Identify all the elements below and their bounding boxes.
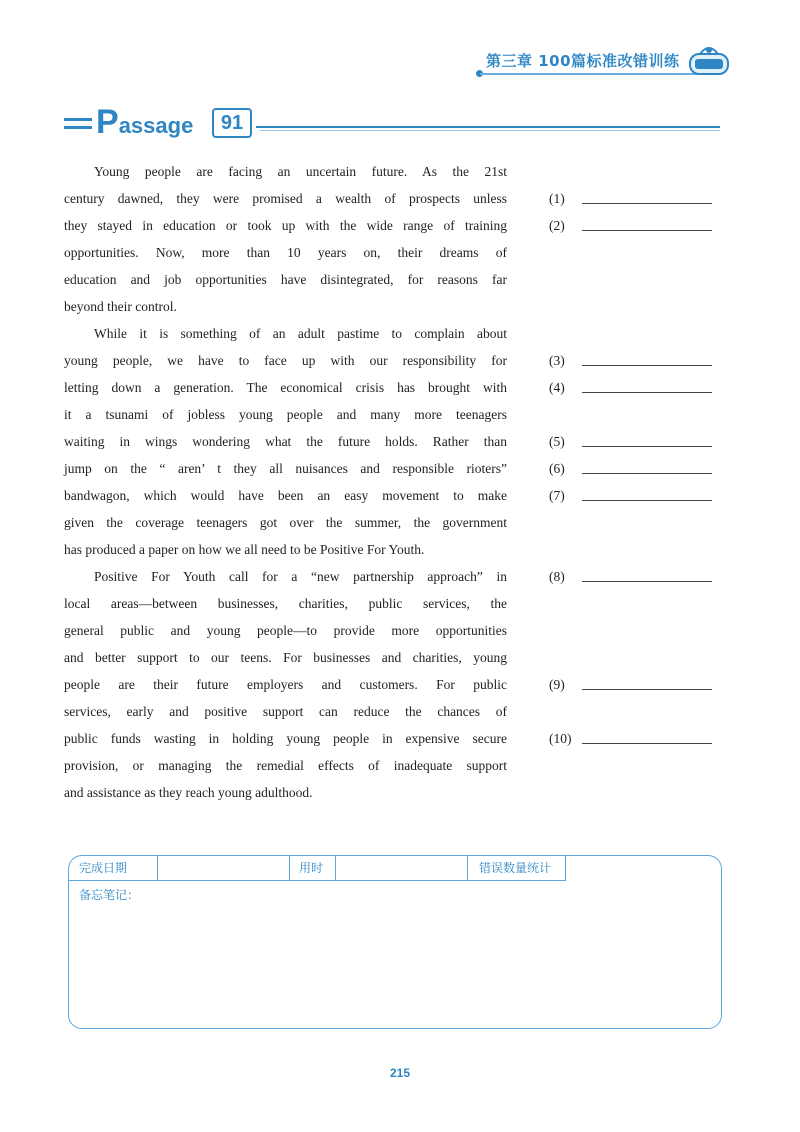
passage-line: beyond their control. [64, 299, 177, 314]
memo-label: 备忘笔记： [79, 888, 140, 902]
passage-line: waiting in wings wondering what the future holds. Rather than [64, 434, 507, 449]
answer-blank[interactable] [582, 473, 712, 474]
answer-blank[interactable] [582, 392, 712, 393]
notes-box [68, 855, 722, 1029]
passage-line: services, early and positive support can reduce the chances of [64, 704, 507, 719]
answer-blank-row [549, 428, 719, 455]
passage-line: Young people are facing an uncertain future. As the 21st [94, 164, 507, 179]
answer-blank-row [549, 671, 719, 698]
answer-number: (3) [549, 353, 565, 368]
answer-blank[interactable] [582, 581, 712, 582]
notes-header-row [69, 856, 566, 881]
heading-rule-thin [260, 130, 720, 131]
answer-number: (8) [549, 569, 565, 584]
answer-blank[interactable] [582, 446, 712, 447]
answer-number: (9) [549, 677, 565, 692]
time-field[interactable] [337, 856, 468, 880]
passage-line: has produced a paper on how we all need to be Positive For Youth. [64, 542, 425, 557]
answer-number: (6) [549, 461, 565, 476]
answer-blank[interactable] [582, 365, 712, 366]
brand-logo-icon [688, 44, 730, 78]
passage-line: bandwagon, which would have been an easy movement to make [64, 488, 507, 503]
answer-blank-row [549, 482, 719, 509]
answer-blank[interactable] [582, 743, 712, 744]
answer-number: (5) [549, 434, 565, 449]
answer-blank-row [549, 185, 719, 212]
heading-bars [64, 118, 92, 134]
answer-number: (4) [549, 380, 565, 395]
passage-line: local areas—between businesses, charities, public services, the [64, 596, 507, 611]
passage-label: Passage [96, 103, 194, 141]
passage-line: and assistance as they reach young adulthood. [64, 785, 313, 800]
passage-line: public funds wasting in holding young people in expensive secure [64, 731, 507, 746]
answer-blank[interactable] [582, 689, 712, 690]
passage-line: general public and young people—to provide more opportunities [64, 623, 507, 638]
passage-line: and better support to our teens. For businesses and charities, young [64, 650, 507, 665]
page-number: 215 [389, 1066, 411, 1080]
passage-line: education and job opportunities have disintegrated, for reasons far [64, 272, 507, 287]
passage-line: young people, we have to face up with our responsibility for [64, 353, 507, 368]
date-label: 完成日期 [69, 856, 158, 880]
answer-number: (10) [549, 731, 572, 746]
passage-number: 91 [212, 108, 252, 138]
answer-blank[interactable] [582, 203, 712, 204]
time-label: 用时 [291, 856, 336, 880]
answer-blank-row [549, 455, 719, 482]
passage-line: While it is something of an adult pastime to complain about [94, 326, 507, 341]
answer-blank[interactable] [582, 500, 712, 501]
passage-text [64, 158, 507, 806]
passage-line: century dawned, they were promised a wealth of prospects unless [64, 191, 507, 206]
answer-blank-row [549, 725, 719, 752]
passage-line: provision, or managing the remedial effects of inadequate support [64, 758, 507, 773]
passage-line: they stayed in education or took up with the wide range of training [64, 218, 507, 233]
answer-blank-row [549, 374, 719, 401]
answer-number: (7) [549, 488, 565, 503]
heading-rule [256, 126, 720, 128]
passage-line: opportunities. Now, more than 10 years on, their dreams of [64, 245, 507, 260]
passage-line: it a tsunami of jobless young people and many more teenagers [64, 407, 507, 422]
answer-blank-row [549, 347, 719, 374]
answer-number: (2) [549, 218, 565, 233]
passage-line: people are their future employers and customers. For public [64, 677, 507, 692]
passage-line: given the coverage teenagers got over the summer, the government [64, 515, 507, 530]
passage-line: Positive For Youth call for a “new partnership approach” in [94, 569, 507, 584]
answer-blank-row [549, 212, 719, 239]
answer-blank-row [549, 563, 719, 590]
passage-heading [64, 102, 724, 142]
header-rule [480, 73, 710, 75]
passage-line: letting down a generation. The economical crisis has brought with [64, 380, 507, 395]
passage-line: jump on the “ aren’ t they all nuisances and responsible rioters” [64, 461, 507, 476]
answer-number: (1) [549, 191, 565, 206]
chapter-title: 第三章 100篇标准改错训练 [486, 52, 680, 70]
errors-label: 错误数量统计 [469, 856, 566, 880]
date-field[interactable] [159, 856, 290, 880]
answer-blank[interactable] [582, 230, 712, 231]
